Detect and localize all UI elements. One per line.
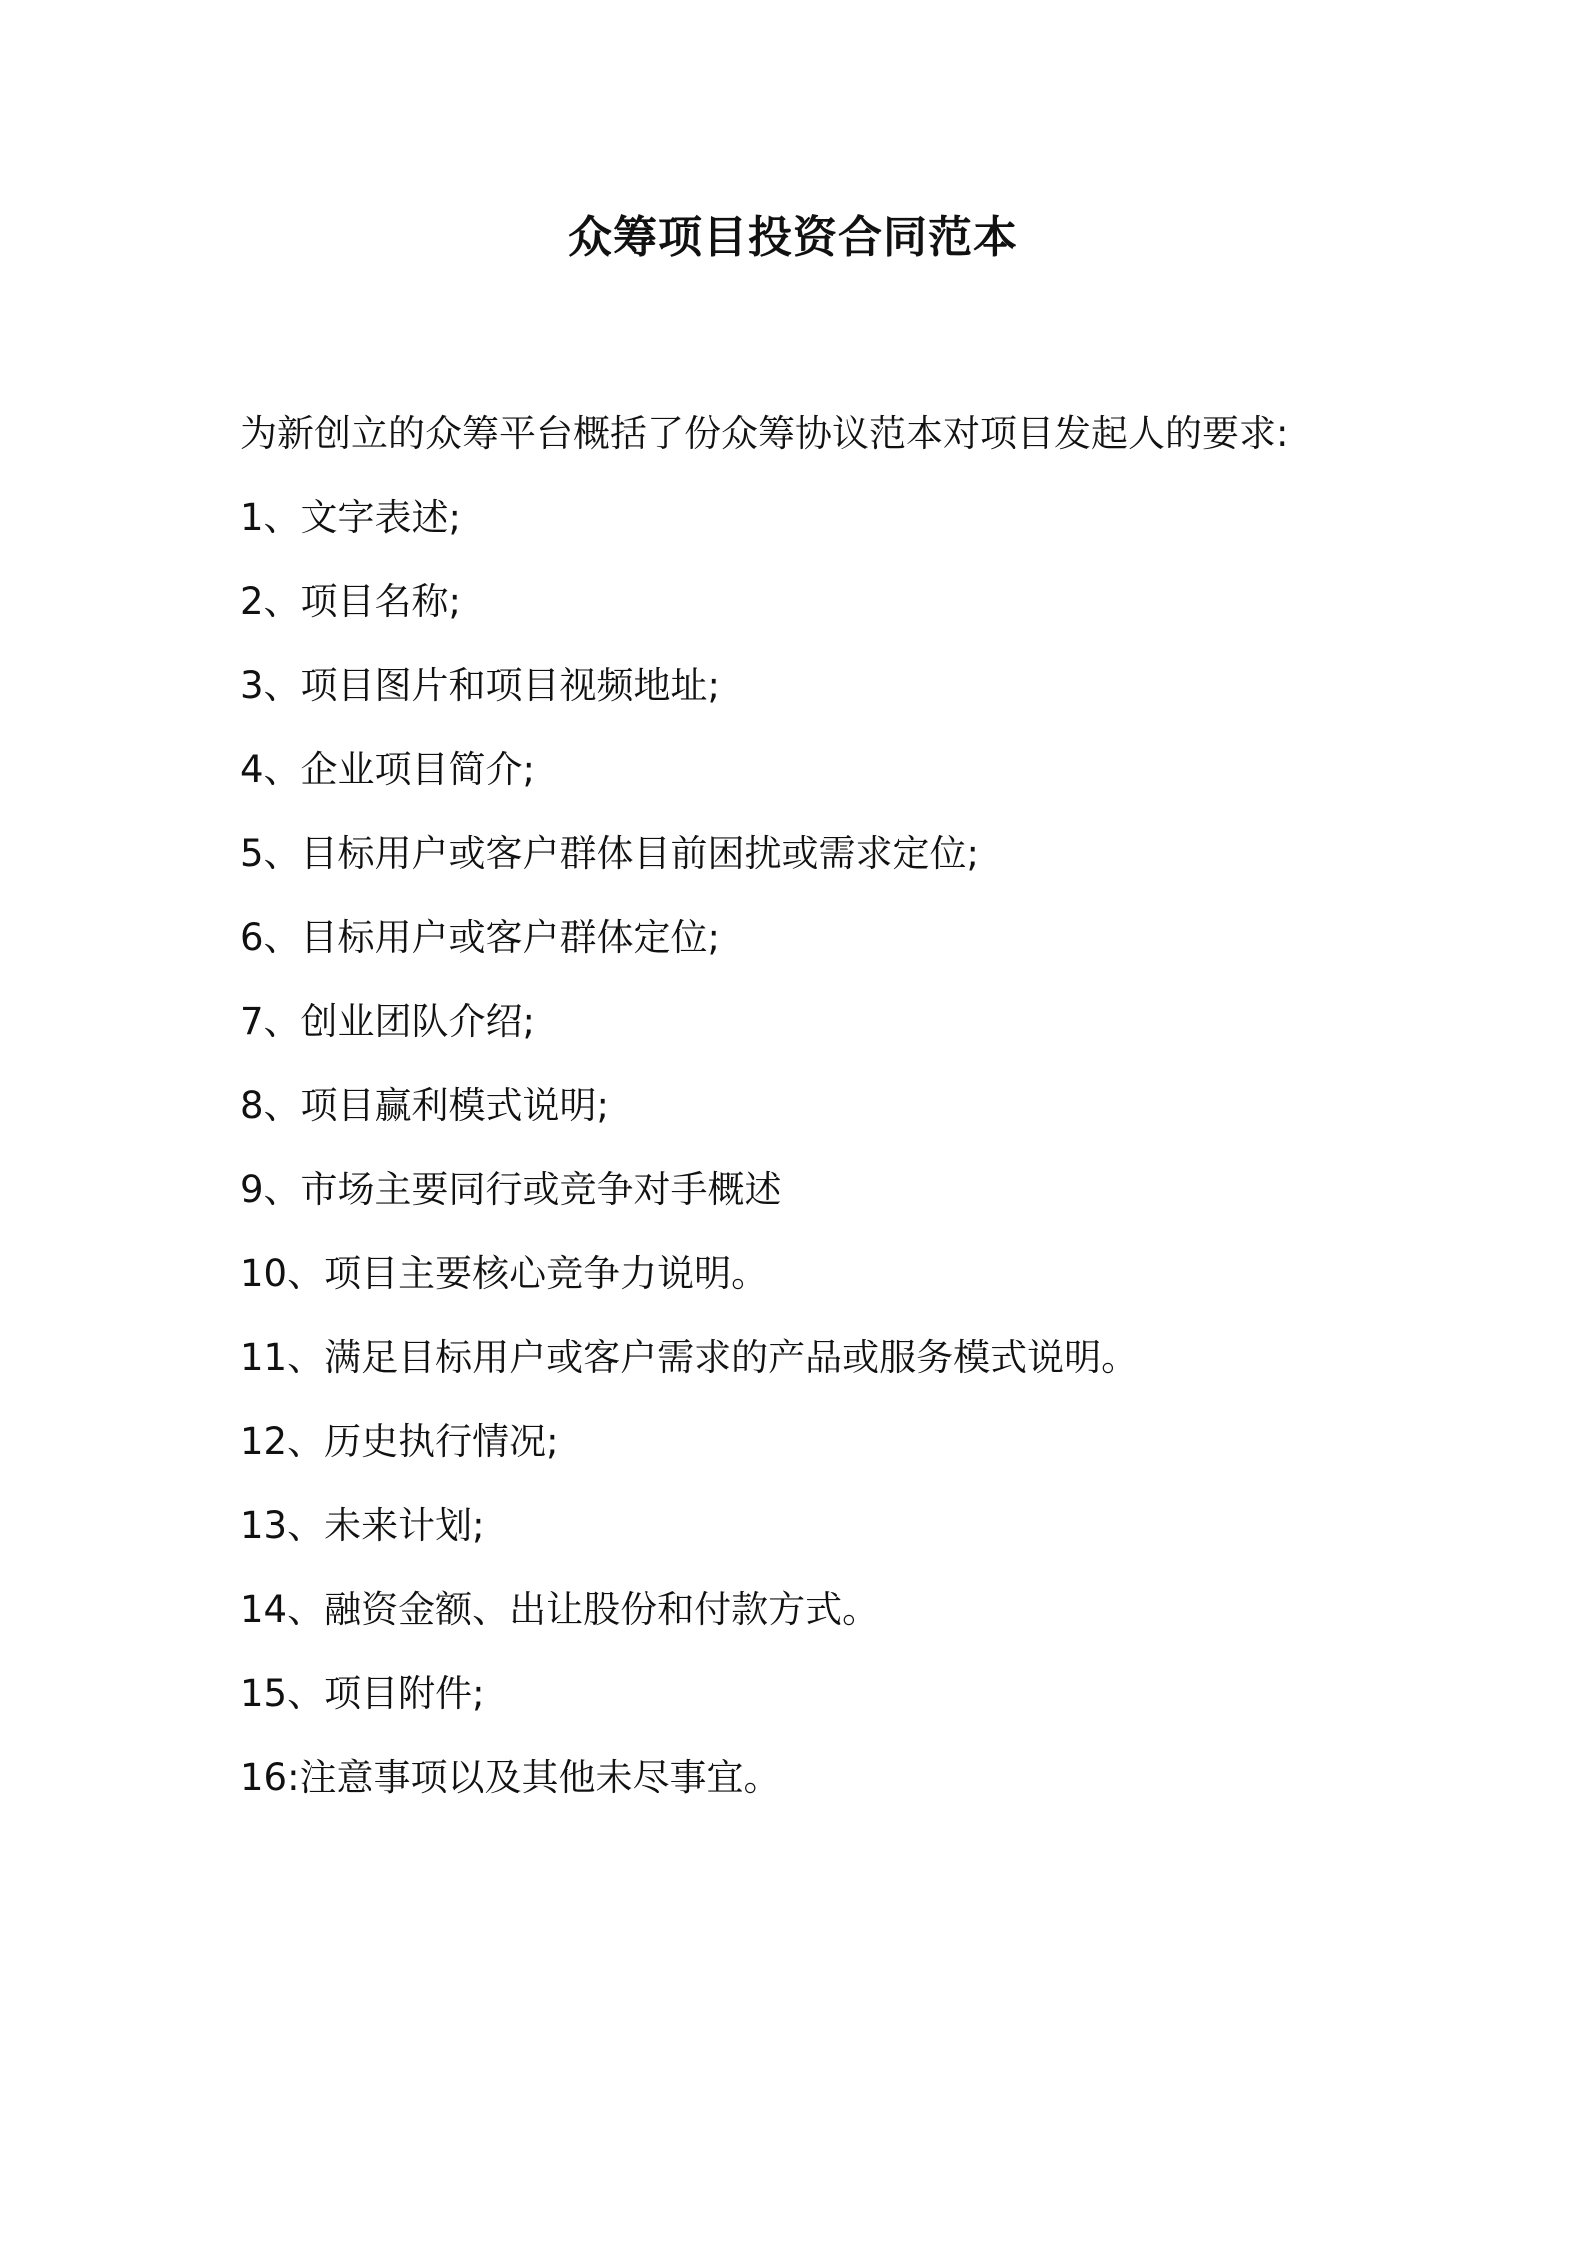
- list-item: 10、项目主要核心竞争力说明。: [240, 1252, 769, 1295]
- list-item: 1、文字表述;: [240, 496, 462, 539]
- list-item: 7、创业团队介绍;: [240, 1000, 536, 1043]
- list-item: 16:注意事项以及其他未尽事宜。: [240, 1756, 781, 1799]
- requirements-list: [240, 492, 1138, 1836]
- list-item: 13、未来计划;: [240, 1504, 485, 1547]
- list-item: 5、目标用户或客户群体目前困扰或需求定位;: [240, 832, 980, 875]
- list-item: 9、市场主要同行或竞争对手概述: [240, 1168, 782, 1211]
- list-item: 6、目标用户或客户群体定位;: [240, 916, 721, 959]
- list-item: 14、融资金额、出让股份和付款方式。: [240, 1588, 880, 1631]
- list-item: 8、项目赢利模式说明;: [240, 1084, 610, 1127]
- list-item: 4、企业项目简介;: [240, 748, 536, 791]
- list-item: 2、项目名称;: [240, 580, 462, 623]
- list-item: 11、满足目标用户或客户需求的产品或服务模式说明。: [240, 1336, 1139, 1379]
- list-item: 15、项目附件;: [240, 1672, 485, 1715]
- document-title: 众筹项目投资合同范本: [568, 212, 1018, 263]
- list-item: 12、历史执行情况;: [240, 1420, 559, 1463]
- list-item: 3、项目图片和项目视频地址;: [240, 664, 721, 707]
- intro-paragraph: 为新创立的众筹平台概括了份众筹协议范本对项目发起人的要求:: [240, 412, 1289, 455]
